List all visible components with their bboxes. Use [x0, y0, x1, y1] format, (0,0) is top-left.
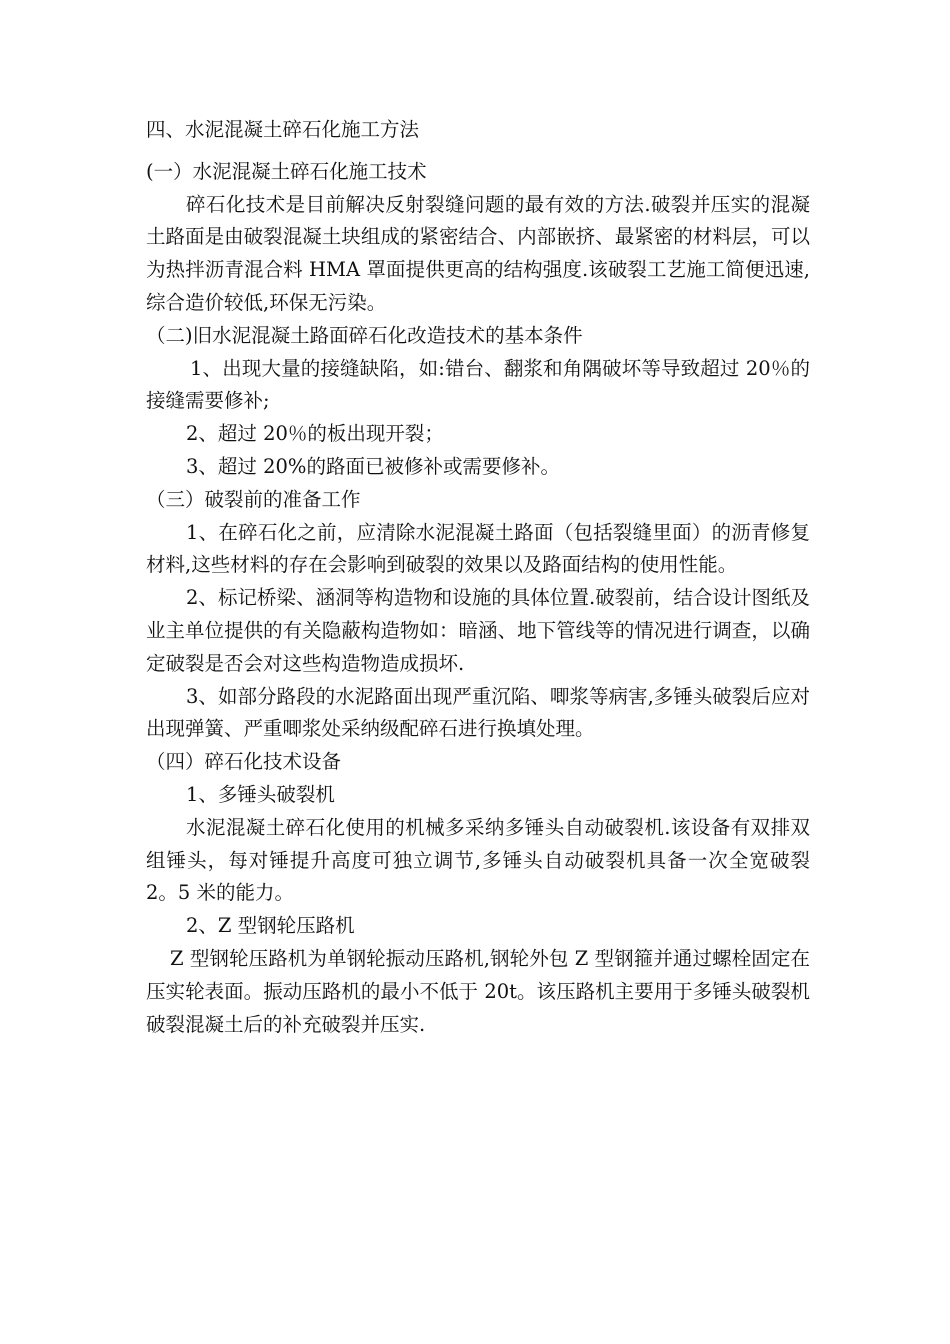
section-1-paragraph-1: 碎石化技术是目前解决反射裂缝问题的最有效的方法.破裂并压实的混凝土路面是由破裂混凝土块组成的紧密结合、内部嵌挤、最紧密的材料层，可以为热拌沥青混合料 HMA 罩面提供更高的结构强度.该破裂工艺施工简便迅速,综合造价较低,环保无污染。 — [146, 192, 810, 314]
document-body — [146, 114, 810, 1041]
section-1-title: (一）水泥混凝土碎石化施工技术 — [146, 159, 427, 183]
section-2-paragraph-1: 1、出现大量的接缝缺陷，如:错台、翻浆和角隅破坏等导致超过 20％的接缝需要修补; — [146, 356, 810, 413]
section-4-title: （四）碎石化技术设备 — [146, 750, 342, 774]
section-4-item-1-text: 水泥混凝土碎石化使用的机械多采纳多锤头自动破裂机.该设备有双排双组锤头，每对锤提升高度可独立调节,多锤头自动破裂机具备一次全宽破裂 2。5 米的能力。 — [146, 815, 810, 905]
section-2-paragraph-2: 2、超过 20％的板出现开裂； — [186, 422, 444, 446]
section-4-item-1-subtitle: 1、多锤头破裂机 — [186, 782, 335, 806]
section-2-paragraph-3: 3、超过 20%的路面已被修补或需要修补。 — [186, 454, 560, 478]
document-heading: 四、水泥混凝土碎石化施工方法 — [146, 118, 420, 141]
section-2-title: （二)旧水泥混凝土路面碎石化改造技术的基本条件 — [146, 323, 583, 347]
section-4-item-2-text: Z 型钢轮压路机为单钢轮振动压路机,钢轮外包 Z 型钢箍并通过螺栓固定在压实轮表面。振动压路机的最小不低于 20t。该压路机主要用于多锤头破裂机破裂混凝土后的补充破裂并压实. — [146, 946, 810, 1036]
section-3-title: （三）破裂前的准备工作 — [146, 487, 361, 511]
section-3-paragraph-2: 2、标记桥梁、涵洞等构造物和设施的具体位置.破裂前，结合设计图纸及业主单位提供的有关隐蔽构造物如：暗涵、地下管线等的情况进行调查，以确定破裂是否会对这些构造物造成损坏. — [146, 586, 810, 675]
section-3-paragraph-1: 1、在碎石化之前，应清除水泥混凝土路面（包括裂缝里面）的沥青修复材料,这些材料的存在会影响到破裂的效果以及路面结构的使用性能。 — [146, 520, 810, 577]
section-4-item-2-subtitle: 2、Z 型钢轮压路机 — [186, 914, 355, 938]
section-3-paragraph-3: 3、如部分路段的水泥路面出现严重沉陷、唧浆等病害,多锤头破裂后应对出现弹簧、严重唧浆处采纳级配碎石进行换填处理。 — [146, 684, 810, 741]
